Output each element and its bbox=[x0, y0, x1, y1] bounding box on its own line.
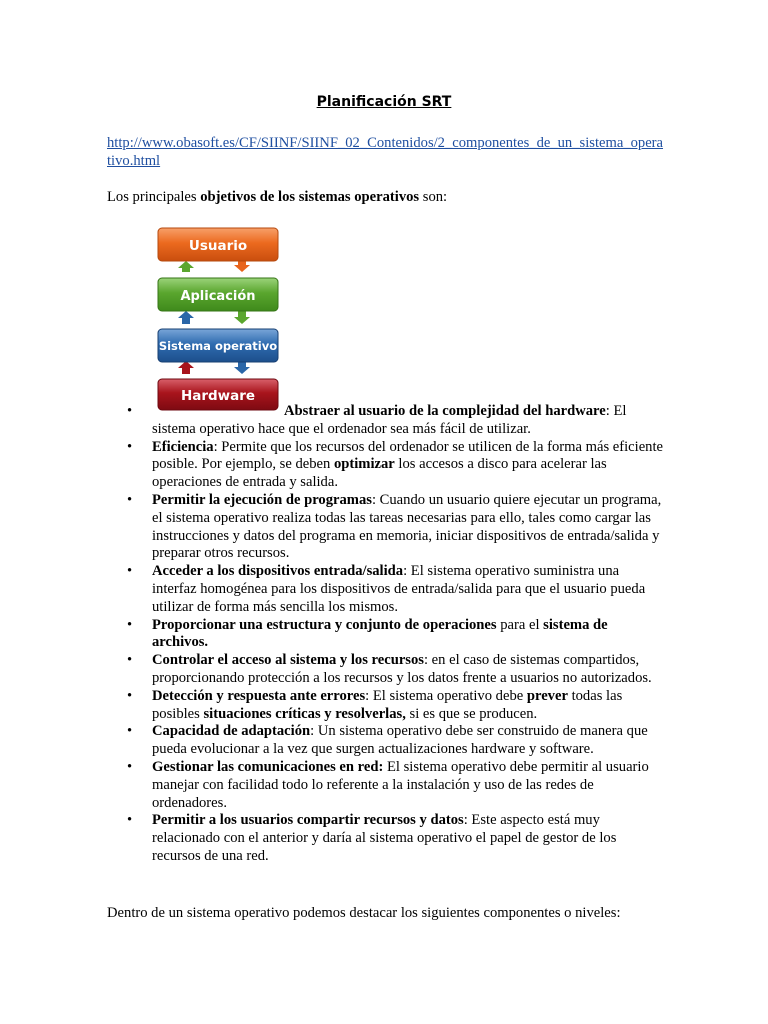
item-bold: Eficiencia bbox=[152, 438, 214, 455]
bullet-glyph: • bbox=[127, 403, 133, 419]
intro-after: son: bbox=[419, 189, 448, 205]
list-item bbox=[107, 723, 667, 759]
item-bold: Gestionar las comunicaciones en red: bbox=[152, 758, 384, 775]
bullet-glyph: • bbox=[127, 812, 133, 829]
layer-sistema-operativo bbox=[158, 329, 278, 362]
layer-aplicacion-label: Aplicación bbox=[180, 289, 256, 304]
bullet-glyph: • bbox=[127, 758, 133, 775]
list-item bbox=[107, 403, 667, 439]
list-item bbox=[107, 688, 667, 724]
bullet-glyph: • bbox=[127, 616, 133, 633]
item-text: para el bbox=[496, 616, 544, 633]
os-layers-diagram bbox=[155, 225, 281, 411]
list-item bbox=[107, 652, 667, 688]
item-bold: Acceder a los dispositivos entrada/salida bbox=[152, 563, 404, 580]
layer-hardware-label: Hardware bbox=[180, 388, 256, 404]
arrows-sistema-hardware bbox=[178, 361, 250, 374]
objectives-list bbox=[107, 403, 667, 866]
layer-usuario bbox=[158, 228, 278, 261]
bullet-glyph: • bbox=[127, 491, 133, 508]
item-text: los accesos a disco para acelerar las operaciones de entrada y salida. bbox=[152, 456, 607, 491]
list-item bbox=[107, 759, 667, 812]
item-bold: Abstraer al usuario de la complejidad del hardware bbox=[284, 403, 606, 419]
list-item bbox=[107, 492, 667, 563]
arrows-aplicacion-sistema bbox=[178, 311, 250, 324]
item-text: todas las posibles bbox=[152, 687, 623, 722]
item-bold: sistema de archivos. bbox=[152, 616, 608, 651]
item-bold: prever bbox=[526, 687, 568, 704]
item-text: El sistema operativo debe permitir al usuario manejar con facilidad todo lo referente a la instalación y uso de las redes de ordenadores. bbox=[152, 758, 649, 811]
list-item bbox=[107, 563, 667, 616]
list-item bbox=[107, 812, 667, 865]
item-text: : El sistema operativo debe bbox=[365, 687, 527, 704]
item-bold: situaciones críticas y resolverlas, bbox=[203, 705, 406, 722]
bullet-glyph: • bbox=[127, 652, 133, 669]
intro-bold: objetivos de los sistemas operativos bbox=[200, 189, 420, 205]
item-text: : en el caso de sistemas compartidos, proporcionando protección a los recursos y los datos frente a usuarios no autorizados. bbox=[152, 652, 652, 686]
item-bold: Proporcionar una estructura y conjunto de operaciones bbox=[152, 616, 497, 633]
item-text: : Este aspecto está muy relacionado con el anterior y daría al sistema operativo el papel de gestor de los recursos de una red. bbox=[152, 812, 617, 864]
layer-sistema-label: Sistema operativo bbox=[158, 339, 278, 353]
layer-aplicacion bbox=[158, 278, 278, 311]
layer-usuario-label: Usuario bbox=[188, 238, 248, 254]
item-bold: Permitir a los usuarios compartir recursos y datos bbox=[152, 812, 464, 829]
item-bold: Detección y respuesta ante errores bbox=[152, 687, 366, 704]
item-text: : El sistema operativo suministra una interfaz homogénea para los dispositivos de entrada/salida para que el usuario pueda utilizar de forma más sencilla los mismos. bbox=[152, 563, 646, 615]
item-text: : Un sistema operativo debe ser construido de manera que pueda evolucionar a la vez que surgen actualizaciones hardware y software. bbox=[152, 723, 648, 758]
bullet-glyph: • bbox=[127, 438, 133, 455]
item-bold: Controlar el acceso al sistema y los recursos bbox=[152, 652, 424, 669]
item-text: : El sistema operativo hace que el ordenador sea más fácil de utilizar. bbox=[152, 403, 627, 437]
intro-paragraph bbox=[107, 188, 447, 206]
item-bold: Permitir la ejecución de programas bbox=[152, 491, 372, 508]
intro-before: Los principales bbox=[107, 189, 201, 205]
item-text: si es que se producen. bbox=[405, 705, 538, 722]
reference-link[interactable]: http://www.obasoft.es/CF/SIINF/SIINF_02_Contenidos/2_componentes_de_un_sistema_operativo.html bbox=[107, 135, 664, 169]
item-text: : Cuando un usuario quiere ejecutar un programa, el sistema operativo realiza todas las tareas necesarias para ello, tales como cargar las instrucciones y datos del programa en memoria, iniciar dispositivos de entrada/salida y preparar otros recursos. bbox=[152, 491, 662, 562]
bullet-glyph: • bbox=[127, 563, 133, 580]
page-title: Planificación SRT bbox=[316, 94, 452, 110]
item-bold: optimizar bbox=[333, 456, 395, 473]
closing-paragraph: Dentro de un sistema operativo podemos destacar los siguientes componentes o niveles: bbox=[107, 905, 621, 921]
list-item bbox=[107, 439, 667, 492]
bullet-glyph: • bbox=[127, 723, 133, 740]
list-item bbox=[107, 617, 667, 653]
item-bold: Capacidad de adaptación bbox=[152, 723, 311, 740]
item-text: : Permite que los recursos del ordenador se utilicen de la forma más eficiente posible. Por ejemplo, se deben bbox=[152, 438, 664, 473]
bullet-glyph: • bbox=[127, 687, 133, 704]
